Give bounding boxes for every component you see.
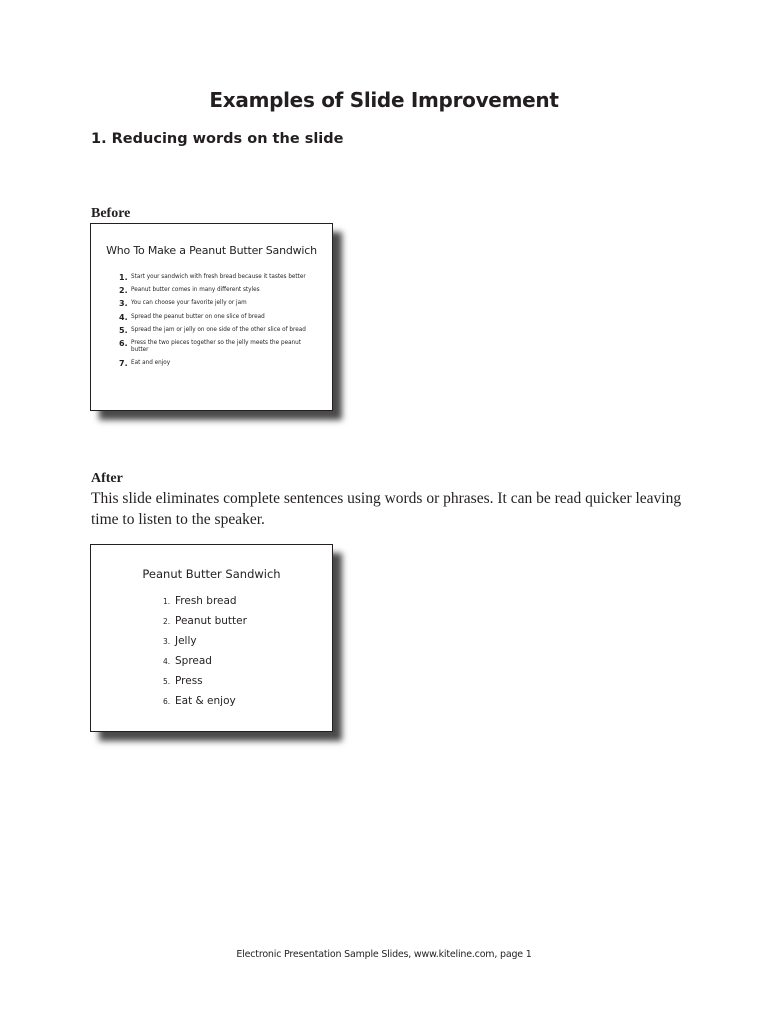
list-item-number: 3. <box>163 637 171 646</box>
after-slide <box>90 544 333 732</box>
list-item <box>163 615 247 635</box>
list-item-text: You can choose your favorite jelly or jam <box>131 300 247 307</box>
list-item-text: Jelly <box>175 635 197 647</box>
list-item <box>119 339 319 355</box>
list-item-text: Eat & enjoy <box>175 695 236 707</box>
list-item-text: Eat and enjoy <box>131 360 171 367</box>
before-slide-list <box>119 273 319 372</box>
list-item-number: 4. <box>119 312 128 322</box>
list-item-text: Spread the jam or jelly on one side of the other slice of bread <box>131 326 306 333</box>
list-item-text: Spread the peanut butter on one slice of bread <box>131 313 265 320</box>
after-slide-list <box>163 595 247 715</box>
list-item-text: Start your sandwich with fresh bread because it tastes better <box>131 274 306 280</box>
list-item-text: Spread <box>175 655 212 667</box>
page-footer: Electronic Presentation Sample Slides, www.kiteline.com, page 1 <box>236 949 532 960</box>
list-item-number: 3. <box>119 299 128 309</box>
list-item-number: 6. <box>163 697 171 706</box>
list-item <box>119 273 319 282</box>
before-label: Before <box>91 206 131 221</box>
list-item-number: 6. <box>119 338 128 348</box>
list-item-text: Fresh bread <box>175 595 237 607</box>
list-item-number: 2. <box>119 286 128 296</box>
list-item-text: Peanut butter comes in many different styles <box>131 287 260 294</box>
list-item <box>163 675 247 695</box>
list-item <box>163 695 247 715</box>
before-slide <box>90 223 333 411</box>
list-item-number: 4. <box>163 657 171 666</box>
before-slide-title: Who To Make a Peanut Butter Sandwich <box>106 244 317 257</box>
list-item-number: 1. <box>163 597 171 606</box>
list-item-number: 5. <box>119 325 128 335</box>
list-item-number: 2. <box>163 617 171 626</box>
after-label: After <box>91 471 123 486</box>
list-item-number: 5. <box>163 677 171 686</box>
page-title: Examples of Slide Improvement <box>209 88 559 112</box>
list-item <box>119 299 319 308</box>
list-item <box>163 635 247 655</box>
list-item-number: 1. <box>119 273 128 282</box>
list-item <box>119 286 319 295</box>
list-item-text: Press <box>175 675 203 687</box>
list-item <box>119 326 319 335</box>
list-item <box>163 595 247 615</box>
list-item <box>163 655 247 675</box>
list-item-text: Peanut butter <box>175 615 247 627</box>
list-item <box>119 359 319 368</box>
list-item-number: 7. <box>119 359 128 369</box>
section-heading: 1. Reducing words on the slide <box>91 131 344 147</box>
after-description: This slide eliminates complete sentences using words or phrases. It can be read quicker leaving time to listen to the speaker. <box>91 490 682 528</box>
after-slide-title: Peanut Butter Sandwich <box>142 567 281 581</box>
list-item <box>119 313 319 322</box>
list-item-text: Press the two pieces together so the jelly meets the peanut butter <box>131 339 301 354</box>
